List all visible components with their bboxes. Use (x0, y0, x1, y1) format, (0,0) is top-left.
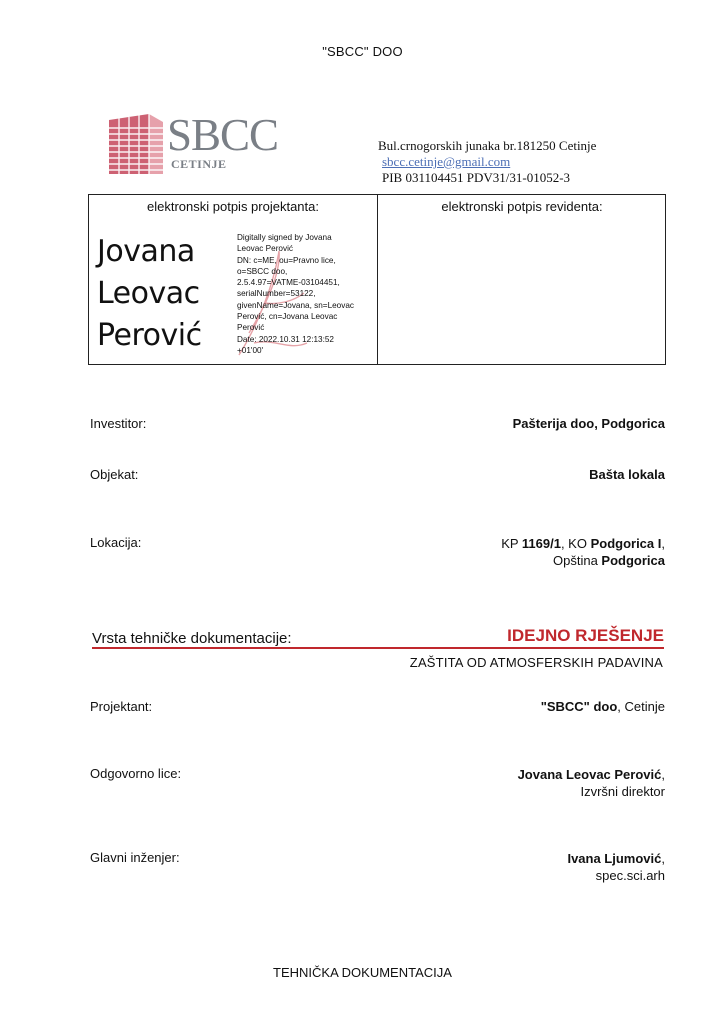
opstina-prefix: Opština (553, 553, 602, 568)
building-logo-icon (109, 114, 165, 174)
table-divider (377, 195, 378, 364)
company-logo (109, 110, 284, 176)
ko-name: Podgorica I (590, 536, 662, 551)
chief-engineer-name: Ivana Ljumović (567, 851, 662, 866)
kp-prefix: KP (501, 536, 522, 551)
signature-table (88, 194, 666, 365)
signature-detail-line: Perović (237, 323, 265, 333)
opstina-name: Podgorica (601, 553, 665, 568)
designer-label: Projektant: (90, 699, 153, 714)
responsible-person-name: Jovana Leovac Perović (517, 767, 662, 782)
chief-engineer-label: Glavni inženjer: (90, 850, 180, 865)
designer-signature-header: elektronski potpis projektanta: (147, 199, 319, 214)
signer-line: Leovac (97, 276, 200, 311)
object-label: Objekat: (90, 467, 139, 482)
responsible-person-suffix: , (661, 767, 665, 782)
signature-detail-line: Leovac Perović (237, 244, 293, 254)
doc-type-subtitle: ZAŠTITA OD ATMOSFERSKIH PADAVINA (409, 655, 663, 670)
responsible-person-value (518, 766, 665, 800)
signature-detail-line: Perović, cn=Jovana Leovac (237, 312, 338, 322)
signer-line: Perović (97, 318, 202, 353)
object-value: Bašta lokala (589, 467, 665, 482)
digital-signature-details (237, 232, 375, 356)
doc-type-label: Vrsta tehničke dokumentacije: (92, 630, 292, 647)
responsible-person-role: Izvršni direktor (580, 784, 665, 799)
designer-name: "SBCC" doo (540, 699, 618, 714)
tax-id: PIB 031104451 PDV31/31-01052-3 (382, 170, 571, 185)
footer-title: TEHNIČKA DOKUMENTACIJA (273, 965, 452, 980)
header-company-name: "SBCC" DOO (322, 44, 403, 59)
signature-detail-line: +01'00' (237, 345, 264, 355)
email-link[interactable]: sbcc.cetinje@gmail.com (382, 154, 511, 169)
designer-suffix: , Cetinje (617, 699, 665, 714)
reviewer-signature-header: elektronski potpis revidenta: (441, 199, 603, 214)
location-value (501, 535, 665, 569)
chief-engineer-role: spec.sci.arh (595, 868, 665, 883)
location-label: Lokacija: (90, 535, 142, 550)
signature-detail-line: o=SBCC doo, (237, 266, 288, 276)
investor-label: Investitor: (90, 416, 147, 431)
doc-type-underline (92, 647, 664, 649)
ko-prefix: , KO (560, 536, 591, 551)
responsible-person-label: Odgovorno lice: (90, 766, 182, 781)
doc-type-value: IDEJNO RJEŠENJE (507, 626, 664, 645)
signature-detail-line: Date: 2022.10.31 12:13:52 (237, 334, 334, 344)
ko-suffix: , (661, 536, 665, 551)
address-street: Bul.crnogorskih junaka br.181250 Cetinje (378, 138, 597, 153)
signature-detail-line: 2.5.4.97=VATME-03104451, (237, 278, 340, 288)
kp-number: 1169/1 (521, 536, 561, 551)
company-address-block (378, 138, 596, 186)
signature-detail-line: givenName=Jovana, sn=Leovac (237, 300, 354, 310)
signature-detail-line: Digitally signed by Jovana (237, 233, 332, 242)
signer-name-large (97, 231, 202, 357)
designer-value (541, 699, 665, 714)
logo-city: CETINJE (171, 157, 227, 171)
logo-wordmark: SBCC (167, 110, 279, 160)
investor-value: Pašterija doo, Podgorica (512, 416, 665, 431)
signature-detail-line: serialNumber=53122, (237, 289, 316, 299)
signer-line: Jovana (97, 234, 195, 269)
signature-detail-line: DN: c=ME, ou=Pravno lice, (237, 255, 336, 265)
chief-engineer-suffix: , (661, 851, 665, 866)
chief-engineer-value (567, 850, 665, 884)
